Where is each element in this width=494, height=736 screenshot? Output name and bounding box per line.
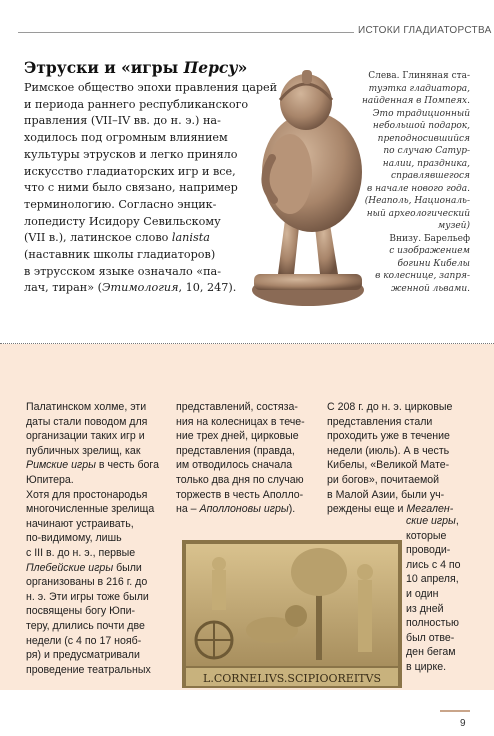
caption-line: ный археологический — [366, 208, 470, 219]
caption-line: туэтка гладиатора, — [368, 83, 470, 94]
column-line: представления (правда, — [176, 444, 295, 457]
article-title — [24, 58, 247, 77]
text-column-1 — [26, 400, 176, 677]
article-body — [24, 80, 278, 297]
caption-line: Внизу. Барельеф — [389, 233, 470, 244]
column-line: Юпитера. — [26, 473, 74, 486]
column-line: Римские игры в честь бога — [26, 459, 159, 472]
page-number-bar — [440, 710, 470, 712]
column-line: из дней — [406, 602, 444, 615]
column-line: представлений, состяза- — [176, 401, 298, 413]
column-line: и один — [406, 587, 439, 600]
body-line: (наставник школы гладиаторов) — [24, 248, 216, 262]
column-line: в цирке. — [406, 660, 447, 673]
column-line: им отводилось сначала — [176, 459, 293, 472]
caption-line: Слева. Глиняная ста- — [368, 71, 470, 81]
section-header: ИСТОКИ ГЛАДИАТОРСТВА — [358, 25, 492, 36]
page-number: 9 — [460, 718, 466, 729]
column-line: теру, длились почти две — [26, 619, 145, 632]
body-line: лопедисту Исидору Севильскому — [24, 214, 221, 228]
column-line: начинают устраивать, — [26, 517, 134, 530]
caption-line: в начале нового года. — [366, 183, 470, 194]
title-end: » — [237, 58, 248, 77]
body-line: культуры этрусков и легко приняло — [24, 147, 238, 161]
caption-line: женной львами. — [391, 283, 470, 294]
column-line: которые — [406, 529, 447, 542]
caption-line: музей) — [437, 221, 470, 231]
body-line: терминологию. Согласно энцик- — [24, 197, 217, 211]
column-line: организации таких игр и — [26, 430, 145, 443]
column-line: торжеств в честь Аполло- — [176, 488, 304, 501]
column-line: представления стали — [327, 415, 433, 428]
column-line: недели (с 4 по 17 нояб- — [26, 634, 142, 647]
column-line: ря) и предусматривали — [26, 649, 140, 662]
caption-line: по случаю Сатур- — [383, 146, 470, 156]
caption-line: преподносившийся — [377, 133, 470, 144]
caption-line: в колеснице, запря- — [375, 271, 470, 281]
title-text: Этруски и «игры — [24, 58, 184, 77]
body-line: ходилось под огромным влиянием — [24, 131, 228, 145]
cybele-relief-image — [182, 540, 402, 688]
column-line: на – Аполлоновы игры). — [176, 503, 296, 516]
column-line: даты стали поводом для — [26, 415, 148, 428]
text-column-3-continued — [406, 514, 486, 675]
column-line: многочисленные зрелища — [26, 503, 155, 516]
caption-line: найденная в Помпеях. — [361, 96, 470, 106]
body-line: лач, тиран» (Этимология, 10, 247). — [24, 281, 237, 295]
body-line: (VII в.), латинское слово lanista — [24, 231, 210, 245]
text-column-3 — [327, 400, 477, 517]
column-line: реждены еще и Мегален- — [327, 503, 454, 516]
text-column-2 — [176, 400, 326, 517]
column-line: по-видимому, лишь — [26, 532, 122, 545]
column-line: проходить уже в течение — [327, 430, 450, 443]
column-line: был отве- — [406, 631, 455, 644]
caption-line: справлявшегося — [391, 171, 470, 181]
column-line: с III в. до н. э., первые — [26, 546, 136, 559]
column-line: 10 апреля, — [406, 573, 459, 586]
column-line: лись с 4 по — [406, 558, 461, 571]
column-line: ри богов», почитаемой — [327, 473, 440, 486]
relief-inscription: L.CORNELIVS.SCIPIOOREITVS — [203, 672, 381, 685]
column-line: ден бегам — [406, 646, 456, 659]
title-emphasis: Персу — [183, 58, 238, 77]
column-line: С 208 г. до н. э. цирковые — [327, 401, 453, 413]
caption-line: богини Кибелы — [397, 258, 470, 269]
column-line: проводи- — [406, 544, 451, 557]
column-line: организованы в 216 г. до — [26, 576, 148, 589]
body-line: что с ними было связано, например — [24, 181, 238, 195]
caption-line: налии, праздника, — [382, 158, 470, 169]
gladiator-statuette-image — [248, 62, 368, 312]
column-line: недели (июль). А в честь — [327, 444, 450, 457]
body-line: правления (VII–IV вв. до н. э.) на- — [24, 114, 221, 128]
caption-line: небольшой подарок, — [372, 121, 470, 131]
column-line: ние трех дней, цирковые — [176, 430, 299, 443]
body-line: искусство гладиаторских игр и все, — [24, 164, 236, 178]
body-line: в этрусском языке означало «па- — [24, 264, 221, 278]
caption-line: с изображением — [389, 246, 470, 256]
caption-line: Это традиционный — [372, 108, 470, 119]
caption-line: (Неаполь, Националь- — [364, 196, 470, 206]
column-line: Хотя для простонародья — [26, 488, 148, 501]
body-line: и периода раннего республиканского — [24, 97, 249, 111]
column-line: Палатинском холме, эти — [26, 401, 147, 413]
column-line: полностью — [406, 617, 459, 630]
image-caption — [352, 70, 470, 295]
column-line: в Малой Азии, были уч- — [327, 488, 445, 501]
column-line: ния на колесницах в тече- — [176, 415, 305, 428]
column-line: только два дня по случаю — [176, 473, 304, 486]
body-line: Римское общество эпохи правления царей — [24, 81, 278, 94]
column-line: посвящены богу Юпи- — [26, 605, 136, 618]
column-line: публичных зрелищ, как — [26, 444, 141, 457]
column-line: н. э. Эти игры тоже были — [26, 590, 149, 603]
header-rule — [18, 32, 354, 33]
column-line: проведение театральных — [26, 663, 151, 676]
column-line: Кибелы, «Великой Мате- — [327, 459, 450, 472]
column-line: Плебейские игры были — [26, 561, 142, 574]
column-line: ские игры, — [406, 515, 459, 527]
